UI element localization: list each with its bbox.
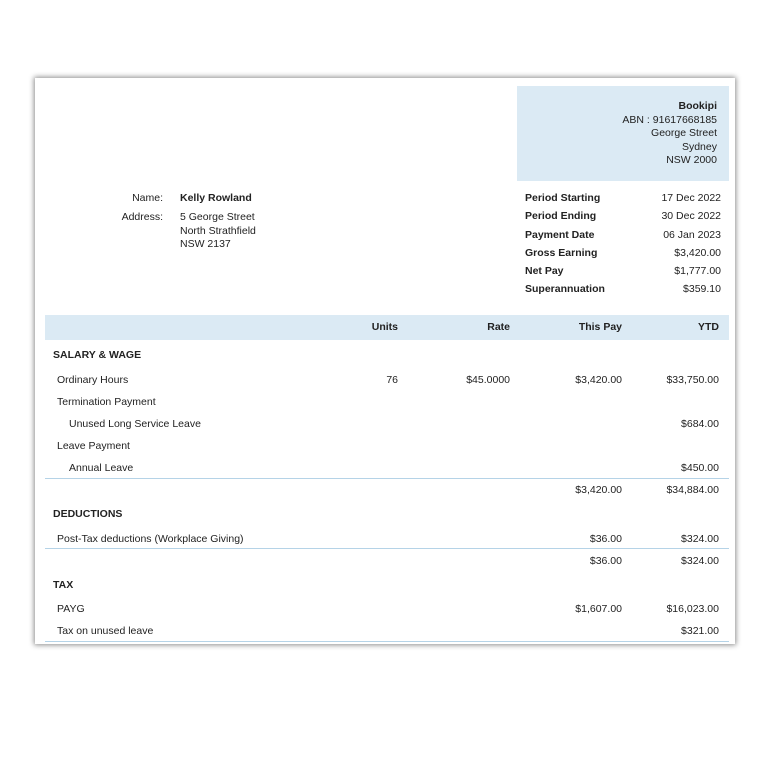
row-description: PAYG (57, 603, 85, 615)
section-title-deductions (45, 507, 729, 521)
company-street: George Street (651, 127, 717, 139)
table-row (45, 532, 729, 546)
employee-address-line3: NSW 2137 (180, 238, 231, 250)
table-row (45, 602, 729, 616)
row-this-pay: $1,607.00 (575, 603, 622, 615)
divider (45, 478, 729, 479)
summary-value: $1,777.00 (674, 265, 721, 278)
header-units: Units (371, 321, 398, 333)
employee-name-label: Name: (132, 192, 163, 204)
company-details (517, 86, 729, 181)
employee-address-line2: North Strathfield (180, 224, 256, 237)
company-city: Sydney (681, 140, 717, 153)
pay-summary (525, 192, 721, 302)
row-description: Termination Payment (57, 396, 156, 408)
summary-value: 30 Dec 2022 (661, 210, 721, 223)
row-units: 76 (386, 374, 398, 386)
table-row (45, 395, 729, 409)
total-row (45, 554, 729, 568)
table-row (45, 439, 729, 453)
company-abn: ABN : 91617668185 (622, 113, 717, 126)
employee-address-label: Address: (121, 211, 163, 223)
row-rate: $45.0000 (466, 374, 510, 386)
summary-value: $3,420.00 (674, 246, 721, 259)
table-row (45, 417, 729, 431)
row-description: Unused Long Service Leave (69, 418, 201, 430)
divider (45, 548, 729, 549)
section-title-text: TAX (53, 579, 74, 591)
table-header (45, 315, 729, 340)
payslip-document (35, 78, 735, 644)
employee-address-line1: 5 George Street (180, 211, 255, 223)
header-this-pay: This Pay (578, 321, 622, 333)
row-ytd: $450.00 (681, 462, 719, 474)
company-state-postcode: NSW 2000 (666, 154, 717, 166)
summary-label: Payment Date (525, 228, 595, 241)
row-ytd: $16,023.00 (666, 603, 719, 615)
total-ytd: $324.00 (681, 555, 719, 567)
section-title-salary (45, 348, 729, 362)
summary-label: Net Pay (525, 265, 564, 278)
divider (45, 641, 729, 642)
employee-name: Kelly Rowland (180, 192, 252, 204)
summary-row (525, 229, 721, 247)
company-name: Bookipi (678, 100, 717, 112)
row-ytd: $321.00 (681, 625, 719, 637)
summary-label: Period Starting (525, 192, 601, 204)
row-this-pay: $36.00 (589, 533, 622, 545)
summary-row (525, 247, 721, 265)
row-ytd: $684.00 (681, 418, 719, 430)
summary-label: Period Ending (525, 210, 597, 223)
table-row (45, 624, 729, 638)
row-description: Ordinary Hours (57, 374, 129, 386)
summary-value: $359.10 (683, 283, 721, 296)
total-ytd: $34,884.00 (666, 484, 719, 496)
total-this-pay: $36.00 (589, 555, 622, 567)
employee-details (35, 192, 435, 262)
row-this-pay: $3,420.00 (575, 374, 622, 386)
total-row (45, 483, 729, 497)
summary-row (525, 192, 721, 210)
summary-value: 06 Jan 2023 (663, 228, 721, 241)
summary-value: 17 Dec 2022 (661, 192, 721, 204)
summary-row (525, 265, 721, 283)
summary-row (525, 210, 721, 228)
row-ytd: $33,750.00 (666, 374, 719, 386)
row-description: Leave Payment (57, 440, 130, 452)
summary-label: Superannuation (525, 283, 605, 296)
row-description: Annual Leave (69, 462, 134, 474)
header-ytd: YTD (698, 321, 719, 333)
total-this-pay: $3,420.00 (575, 484, 622, 496)
section-title-tax (45, 578, 729, 592)
summary-row (525, 283, 721, 301)
section-title-text: DEDUCTIONS (53, 508, 123, 520)
table-row (45, 461, 729, 475)
header-rate: Rate (487, 321, 510, 333)
section-title-text: SALARY & WAGE (53, 349, 142, 361)
summary-label: Gross Earning (525, 246, 598, 259)
table-row (45, 373, 729, 387)
row-ytd: $324.00 (681, 533, 719, 545)
row-description: Post-Tax deductions (Workplace Giving) (57, 533, 244, 545)
row-description: Tax on unused leave (57, 625, 154, 637)
